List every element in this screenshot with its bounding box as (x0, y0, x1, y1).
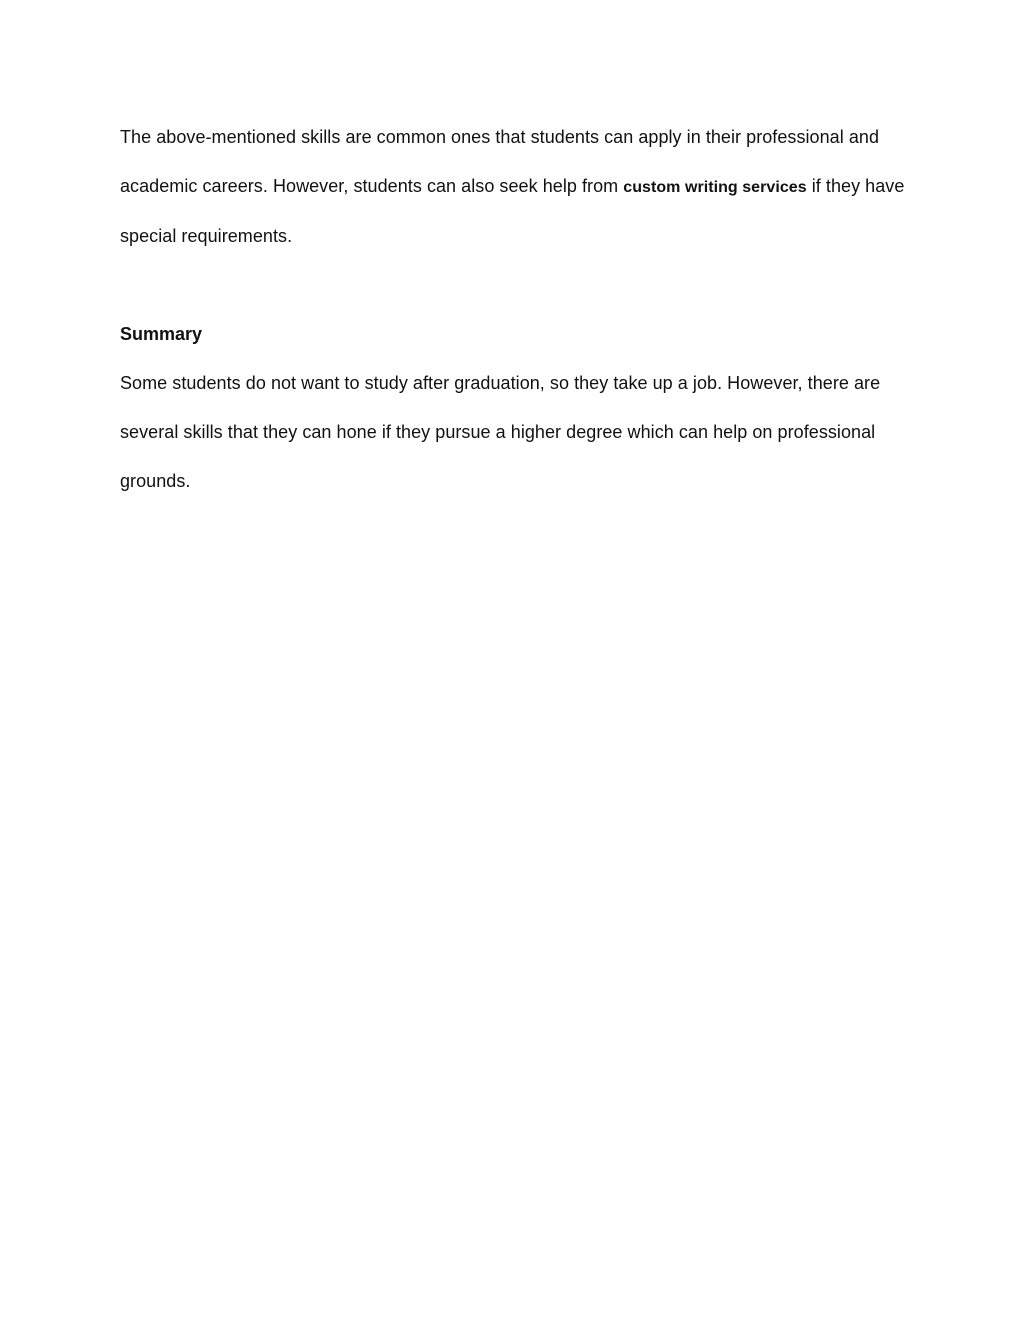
custom-writing-services-link[interactable]: custom writing services (623, 179, 807, 196)
summary-paragraph: Some students do not want to study after graduation, so they take up a job. However, there are several skills that they can hone if they pursue a higher degree which can help on professional grounds. (120, 373, 881, 491)
intro-paragraph-text-after: if they have special requirements. (120, 176, 905, 246)
document-body (120, 113, 920, 506)
intro-paragraph (120, 113, 920, 261)
intro-paragraph-text-before: The above-mentioned skills are common ones that students can apply in their professional and academic careers. However, students can also seek help from (120, 127, 880, 196)
summary-heading: Summary (120, 324, 203, 344)
